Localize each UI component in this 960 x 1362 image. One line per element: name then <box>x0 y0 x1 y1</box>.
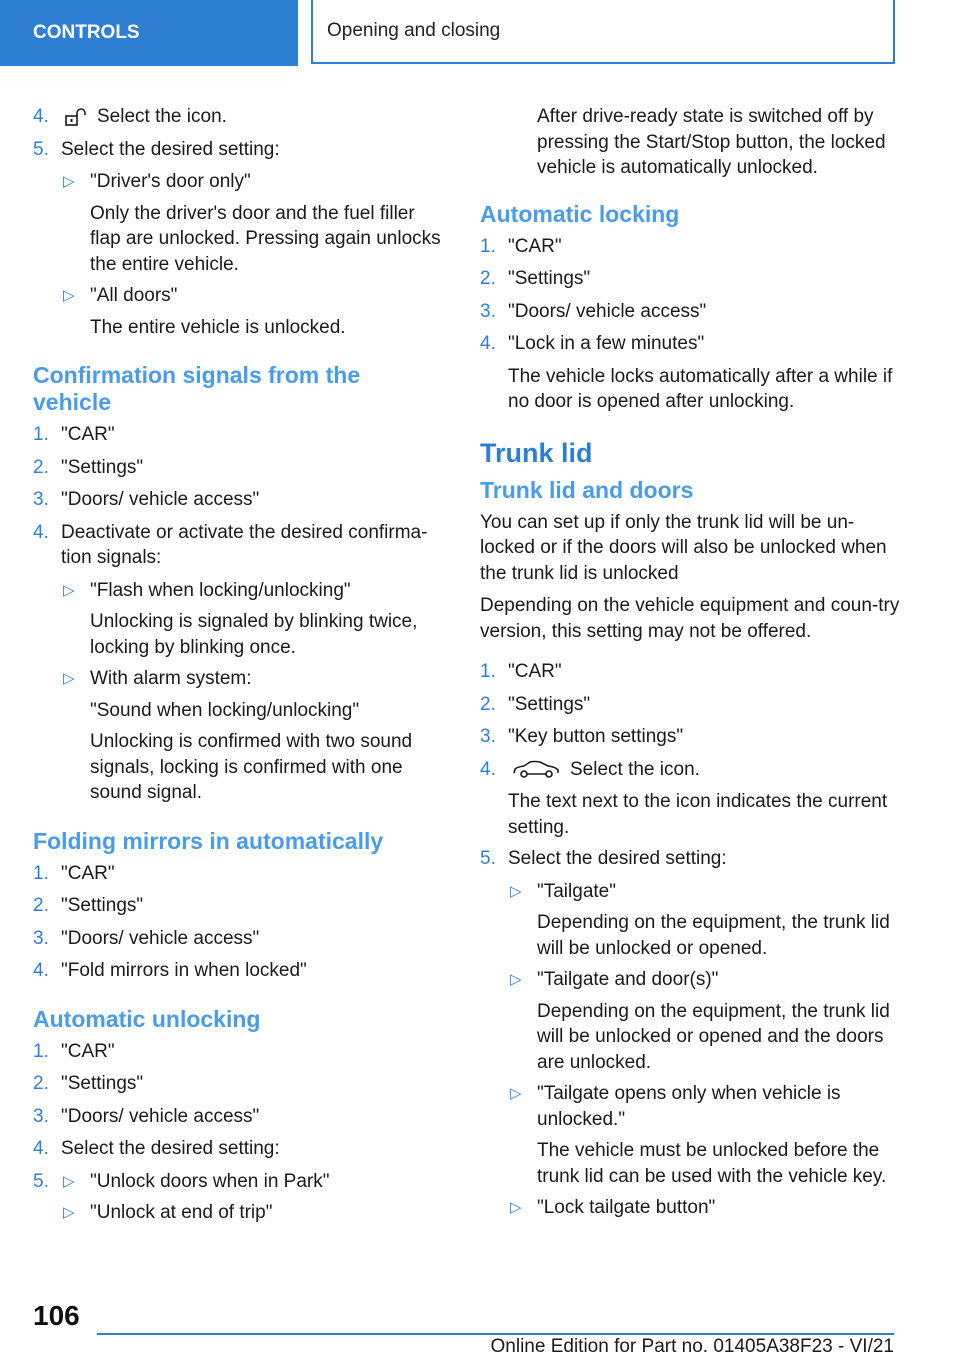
description: Depending on the equipment, the trunk lid will be unlocked or opened and the doors are unlocked. <box>537 1000 890 1073</box>
step-number: 2. <box>33 895 49 916</box>
step-number: 4. <box>33 960 49 981</box>
bullet-item <box>33 283 443 309</box>
step-text: "Settings" <box>61 1073 144 1094</box>
footer-edition: Online Edition for Part no. 01405A38F23 - VI/21 <box>490 1336 894 1357</box>
list-item <box>480 757 900 783</box>
chapter-title: Opening and closing <box>311 0 895 64</box>
step-text: "Settings" <box>61 895 144 916</box>
bullet-text: "Tailgate" <box>537 880 616 902</box>
list-item <box>33 861 443 887</box>
step-number: 2. <box>480 693 496 715</box>
bullet-text: "Flash when locking/unlocking" <box>90 579 351 601</box>
step-text: "CAR" <box>508 661 562 682</box>
step-text: "Doors/ vehicle access" <box>61 927 260 949</box>
paragraph: You can set up if only the trunk lid will be un-locked or if the doors will also be unlocked when the trunk lid is unlocked <box>480 511 887 584</box>
step-text: "Fold mirrors in when locked" <box>61 960 307 981</box>
triangle-bullet-icon: ▷ <box>510 1199 522 1216</box>
step-text: "Settings" <box>508 693 591 715</box>
bullet-text: "All doors" <box>90 285 178 306</box>
list-item <box>480 692 900 718</box>
bullet-item <box>33 1200 443 1226</box>
list-item <box>33 520 443 571</box>
list-item <box>33 1136 443 1162</box>
car-icon <box>512 760 560 778</box>
list-item <box>480 234 900 260</box>
list-item <box>480 299 900 325</box>
paragraph: Depending on the vehicle equipment and coun-try version, this setting may not be offered. <box>480 595 900 642</box>
step-number: 5. <box>480 848 496 869</box>
list-item <box>33 893 443 919</box>
step-text: "Doors/ vehicle access" <box>508 300 707 322</box>
step-text: "Doors/ vehicle access" <box>61 489 260 510</box>
step-text: Select the icon. <box>97 106 227 127</box>
triangle-bullet-icon: ▷ <box>63 1204 75 1221</box>
unlock-icon <box>65 108 87 126</box>
step-number: 3. <box>33 1105 49 1127</box>
list-item <box>33 926 443 952</box>
bullet-item <box>480 1195 900 1221</box>
step-text: Select the desired setting: <box>508 848 727 869</box>
step-number: 4. <box>33 1138 49 1159</box>
step-number: 5. <box>33 1170 49 1192</box>
step-number: 1. <box>33 1040 49 1062</box>
description: Depending on the equipment, the trunk lid will be unlocked or opened. <box>537 912 890 959</box>
bullet-text: "Unlock at end of trip" <box>90 1202 273 1223</box>
description: After drive-ready state is switched off by pressing the Start/Stop button, the locked vehicle is automatically unlocked. <box>537 106 886 178</box>
triangle-bullet-icon: ▷ <box>63 173 75 190</box>
step-number: 1. <box>480 235 496 257</box>
bullet-item <box>480 879 900 905</box>
right-column <box>480 104 900 1227</box>
step-number: 2. <box>33 456 49 478</box>
step-text: "Lock in a few minutes" <box>508 333 705 354</box>
footer-divider <box>97 1333 894 1335</box>
step-text: "Settings" <box>61 456 144 478</box>
list-item <box>480 266 900 292</box>
section-heading: Folding mirrors in automatically <box>33 827 384 854</box>
step-number: 2. <box>480 268 496 289</box>
step-number: 3. <box>33 927 49 949</box>
left-column <box>33 104 443 1232</box>
step-text: "CAR" <box>61 1040 115 1062</box>
section-heading: Automatic locking <box>480 200 680 227</box>
description: Unlocking is signaled by blinking twice, locking by blinking once. <box>90 611 418 658</box>
step-text: "Settings" <box>508 268 591 289</box>
bullet-item <box>33 1169 443 1195</box>
list-item <box>33 1104 443 1130</box>
bullet-text: "Driver's door only" <box>90 171 251 192</box>
step-text: Select the desired setting: <box>61 138 280 160</box>
chapter-heading: Trunk lid <box>480 437 593 468</box>
page-header <box>0 0 960 66</box>
step-number: 1. <box>480 661 496 682</box>
step-number: 3. <box>480 726 496 747</box>
step-text: "Doors/ vehicle access" <box>61 1105 260 1127</box>
step-text: "CAR" <box>61 424 115 445</box>
triangle-bullet-icon: ▷ <box>63 1172 75 1190</box>
page-number: 106 <box>33 1300 80 1331</box>
list-item <box>480 724 900 750</box>
section-tab: CONTROLS <box>0 0 298 66</box>
triangle-bullet-icon: ▷ <box>510 882 522 900</box>
list-item <box>33 1071 443 1097</box>
description: "Sound when locking/unlocking" <box>90 699 360 721</box>
description: The text next to the icon indicates the current setting. <box>508 791 888 838</box>
step-text: "Key button settings" <box>508 726 684 747</box>
list-item <box>33 104 443 130</box>
step-text: Select the icon. <box>570 758 700 780</box>
bullet-item <box>33 666 443 692</box>
triangle-bullet-icon: ▷ <box>510 971 522 988</box>
step-number: 2. <box>33 1073 49 1094</box>
bullet-item <box>33 578 443 604</box>
list-item <box>480 659 900 685</box>
triangle-bullet-icon: ▷ <box>63 670 75 687</box>
list-item <box>33 137 443 163</box>
description: Only the driver's door and the fuel filler flap are unlocked. Pressing again unlocks the entire vehicle. <box>90 202 441 275</box>
description: Unlocking is confirmed with two sound signals, locking is confirmed with one sound signal. <box>90 731 413 803</box>
step-number: 4. <box>33 521 49 543</box>
bullet-text: "Tailgate and door(s)" <box>537 969 719 990</box>
step-number: 5. <box>33 138 49 160</box>
list-item <box>33 958 443 984</box>
step-number: 4. <box>480 758 496 780</box>
list-item <box>480 846 900 872</box>
section-heading: Confirmation signals from the vehicle <box>33 362 361 415</box>
section-heading: Automatic unlocking <box>33 1005 261 1032</box>
bullet-item <box>480 967 900 993</box>
section-heading: Trunk lid and doors <box>480 476 694 503</box>
description: The entire vehicle is unlocked. <box>90 316 346 338</box>
step-number: 3. <box>480 300 496 322</box>
list-item <box>33 1039 443 1065</box>
bullet-text: "Tailgate opens only when vehicle is unlocked." <box>537 1083 841 1130</box>
step-text: "CAR" <box>508 235 562 257</box>
bullet-text: With alarm system: <box>90 668 252 689</box>
step-number: 1. <box>33 424 49 445</box>
description: The vehicle locks automatically after a while if no door is opened after unlocking. <box>508 365 893 412</box>
step-number: 4. <box>480 333 496 354</box>
triangle-bullet-icon: ▷ <box>63 287 75 304</box>
step-text: Deactivate or activate the desired confirma-tion signals: <box>61 521 428 568</box>
bullet-text: "Unlock doors when in Park" <box>90 1170 330 1192</box>
triangle-bullet-icon: ▷ <box>510 1085 522 1102</box>
step-text: "CAR" <box>61 862 115 884</box>
bullet-text: "Lock tailgate button" <box>537 1197 716 1218</box>
list-item <box>33 455 443 481</box>
bullet-item <box>33 169 443 195</box>
list-item <box>33 487 443 513</box>
step-number: 3. <box>33 489 49 510</box>
step-text: Select the desired setting: <box>61 1138 280 1159</box>
step-number: 1. <box>33 862 49 884</box>
bullet-item <box>480 1081 900 1132</box>
list-item <box>480 331 900 357</box>
list-item <box>33 422 443 448</box>
description: The vehicle must be unlocked before the trunk lid can be used with the vehicle key. <box>537 1140 887 1187</box>
triangle-bullet-icon: ▷ <box>63 581 75 599</box>
step-number: 4. <box>33 106 49 127</box>
